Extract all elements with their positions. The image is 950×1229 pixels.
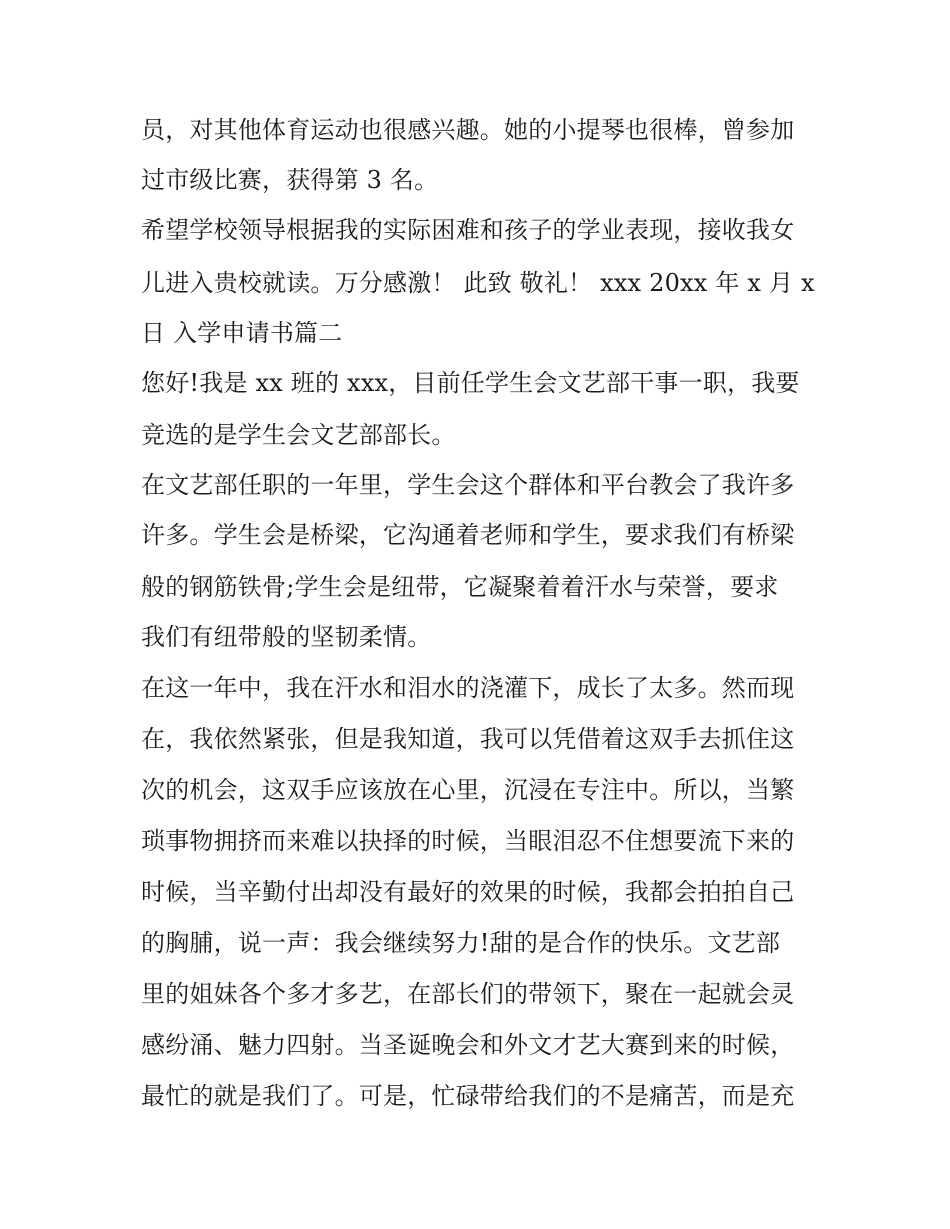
text-line: 最忙的就是我们了。可是，忙碌带给我们的不是痛苦，而是充 <box>141 1082 795 1110</box>
text-line: 般的钢筋铁骨;学生会是纽带，它凝聚着着汗水与荣誉，要求 <box>141 573 779 601</box>
text-line: 在这一年中，我在汗水和泪水的浇灌下，成长了太多。然而现 <box>141 674 795 702</box>
text-line: 里的姐妹各个多才多艺，在部长们的带领下，聚在一起就会灵 <box>141 980 795 1008</box>
text-line: 儿进入贵校就读。万分感激！ 此致 敬礼！ xxx 20xx 年 x 月 x <box>141 269 815 297</box>
text-line: 竞选的是学生会文艺部部长。 <box>141 421 456 449</box>
text-line: 希望学校领导根据我的实际困难和孩子的学业表现，接收我女 <box>141 216 795 244</box>
text-line: 日 入学申请书篇二 <box>141 319 343 347</box>
text-line: 琐事物拥挤而来难以抉择的时候，当眼泪忍不住想要流下来的 <box>141 827 795 855</box>
text-line: 过市级比赛，获得第 3 名。 <box>141 166 439 194</box>
text-line: 许多。学生会是桥梁，它沟通着老师和学生，要求我们有桥梁 <box>141 521 795 549</box>
text-line: 在文艺部任职的一年里，学生会这个群体和平台教会了我许多 <box>141 471 795 499</box>
text-line: 员，对其他体育运动也很感兴趣。她的小提琴也很棒，曾参加 <box>141 116 795 144</box>
text-line: 我们有纽带般的坚韧柔情。 <box>141 623 432 651</box>
text-line: 感纷涌、魅力四射。当圣诞晚会和外文才艺大赛到来的时候， <box>141 1031 795 1059</box>
text-line: 时候，当辛勤付出却没有最好的效果的时候，我都会拍拍自己 <box>141 878 795 906</box>
text-line: 您好!我是 xx 班的 xxx，目前任学生会文艺部干事一职，我要 <box>141 369 800 397</box>
text-line: 次的机会，这双手应该放在心里，沉浸在专注中。所以，当繁 <box>141 776 795 804</box>
text-line: 在，我依然紧张，但是我知道，我可以凭借着这双手去抓住这 <box>141 725 795 753</box>
text-line: 的胸脯，说一声：我会继续努力!甜的是合作的快乐。文艺部 <box>141 929 781 957</box>
